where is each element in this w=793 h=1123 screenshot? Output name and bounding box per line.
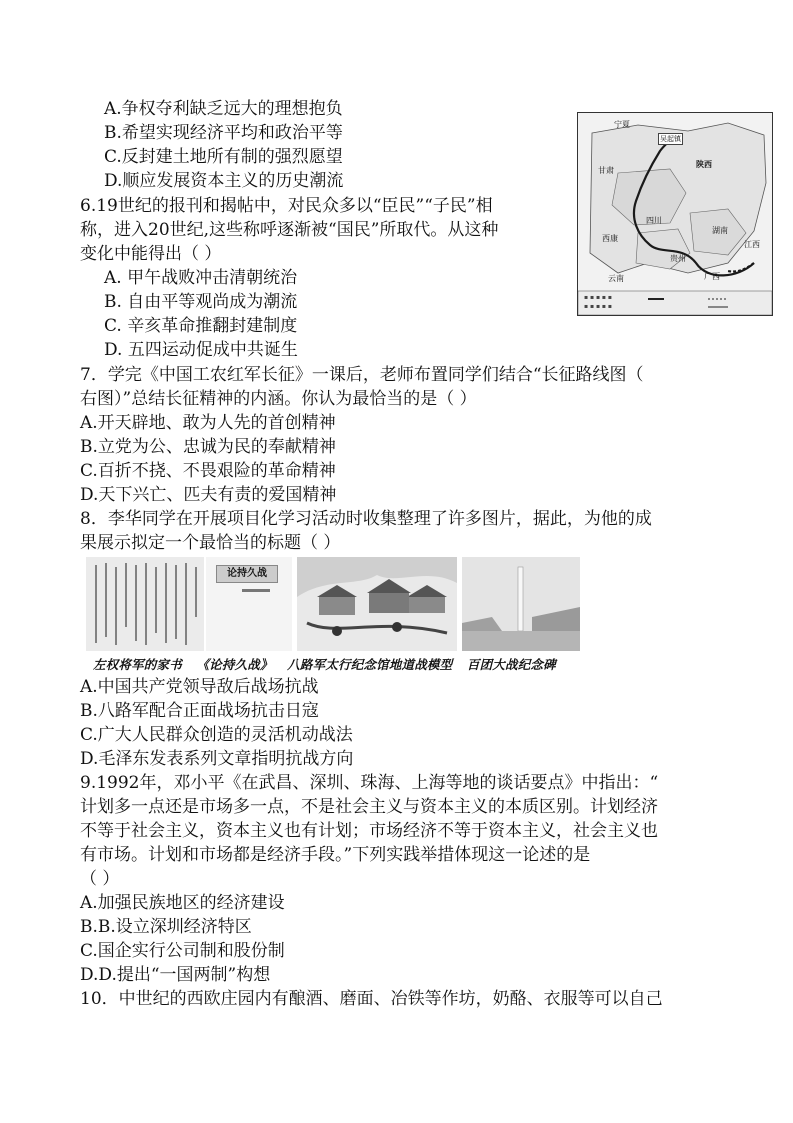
- q8-option-b: B.八路军配合正面战场抗击日寇: [80, 701, 319, 721]
- q7-option-a: A.开天辟地、敢为人先的首创精神: [80, 413, 336, 433]
- caption-book: 《论持久战》: [196, 657, 273, 672]
- map-label-sichuan: 四川: [646, 216, 662, 225]
- q8-option-a: A.中国共产党领导敌后战场抗战: [80, 677, 319, 697]
- q10-stem-line1: 10．中世纪的西欧庄园内有酿酒、磨面、冶铁等作坊，奶酪、衣服等可以自己: [80, 989, 663, 1009]
- q6-option-b: B. 自由平等观尚成为潮流: [104, 292, 298, 312]
- q6-stem-line2: 称，进入20世纪,这些称呼逐渐被“国民”所取代。从这种: [80, 220, 499, 240]
- monument-photo: [462, 557, 580, 651]
- map-label-xikang: 西康: [602, 234, 618, 243]
- q8-option-c: C.广大人民群众创造的灵活机动战法: [80, 725, 353, 745]
- q9-stem-line5: （ ）: [80, 869, 120, 889]
- q5-option-a: A.争权夺利缺乏远大的理想抱负: [104, 99, 343, 119]
- q9-stem-line3: 不等于社会主义，资本主义也有计划；市场经济不等于资本主义，社会主义也: [80, 821, 658, 841]
- q9-option-a: A.加强民族地区的经济建设: [80, 893, 285, 913]
- map-label-hunan: 湖南: [712, 226, 728, 235]
- map-label-guizhou: 贵州: [670, 254, 686, 263]
- map-label-ningxia: 宁夏: [614, 120, 630, 129]
- caption-tunnel: 八路军太行纪念馆地道战模型: [287, 657, 453, 672]
- caption-monument: 百团大战纪念碑: [466, 657, 556, 672]
- tunnel-model-photo: [297, 557, 457, 651]
- q7-option-b: B.立党为公、忠诚为民的奉献精神: [80, 437, 336, 457]
- q9-stem-line4: 有市场。计划和市场都是经济手段。”下列实践举措体现这一论述的是: [80, 845, 591, 865]
- q6-stem-line1: 6.19世纪的报刊和揭帖中，对民众多以“臣民”“子民”相: [80, 196, 493, 216]
- map-label-yunnan: 云南: [608, 274, 624, 283]
- svg-text:▪ ▪ ▪ ▪ ▪: ▪ ▪ ▪ ▪ ▪: [584, 303, 612, 310]
- q9-option-d: D.D.提出“一国两制”构想: [80, 965, 271, 985]
- q9-option-b: B.B.设立深圳经济特区: [80, 917, 252, 937]
- map-label-shaanxi: 陕西: [696, 159, 712, 169]
- q6-option-a: A. 甲午战败冲击清朝统治: [104, 268, 298, 288]
- map-label-guangxi: 广西: [704, 272, 720, 281]
- q9-stem-line1: 9.1992年，邓小平《在武昌、深圳、珠海、上海等地的谈话要点》中指出：“: [80, 773, 659, 793]
- q6-option-c: C. 辛亥革命推翻封建制度: [104, 316, 298, 336]
- long-march-map: [577, 112, 773, 316]
- q5-option-d: D.顺应发展资本主义的历史潮流: [104, 171, 344, 191]
- photo-captions: [93, 655, 566, 673]
- book-cover-title: 论持久战: [216, 565, 278, 583]
- q8-stem-line1: 8．李华同学在开展项目化学习活动时收集整理了许多图片，据此，为他的成: [80, 509, 652, 529]
- q7-option-c: C.百折不挠、不畏艰险的革命精神: [80, 461, 336, 481]
- q7-stem-line1: 7．学完《中国工农红军长征》一课后，老师布置同学们结合“长征路线图（: [80, 365, 644, 385]
- q6-option-d: D. 五四运动促成中共诞生: [104, 340, 298, 360]
- q7-option-d: D.天下兴亡、匹夫有责的爱国精神: [80, 485, 337, 505]
- q9-stem-line2: 计划多一点还是市场多一点，不是社会主义与资本主义的本质区别。计划经济: [80, 797, 658, 817]
- q6-stem-line3: 变化中能得出（ ）: [80, 244, 222, 264]
- q8-stem-line2: 果展示拟定一个最恰当的标题（ ）: [80, 533, 341, 553]
- map-label-wuqizhen: 吴起镇: [660, 135, 681, 143]
- q5-option-b: B.希望实现经济平均和政治平等: [104, 123, 343, 143]
- caption-letter: 左权将军的家书: [93, 657, 182, 672]
- svg-text:▪ ▪ ▪ ▪ ▪: ▪ ▪ ▪ ▪ ▪: [584, 294, 612, 301]
- letter-photo: [86, 557, 204, 651]
- q5-option-c: C.反封建土地所有制的强烈愿望: [104, 147, 343, 167]
- map-label-gansu: 甘肃: [598, 166, 614, 175]
- book-cover-photo: [206, 557, 292, 651]
- q9-option-c: C.国企实行公司制和股份制: [80, 941, 285, 961]
- map-label-jiangxi: 江西: [744, 240, 760, 249]
- q7-stem-line2: 右图）”总结长征精神的内涵。你认为最恰当的是（ ）: [80, 389, 477, 409]
- q8-option-d: D.毛泽东发表系列文章指明抗战方向: [80, 749, 354, 769]
